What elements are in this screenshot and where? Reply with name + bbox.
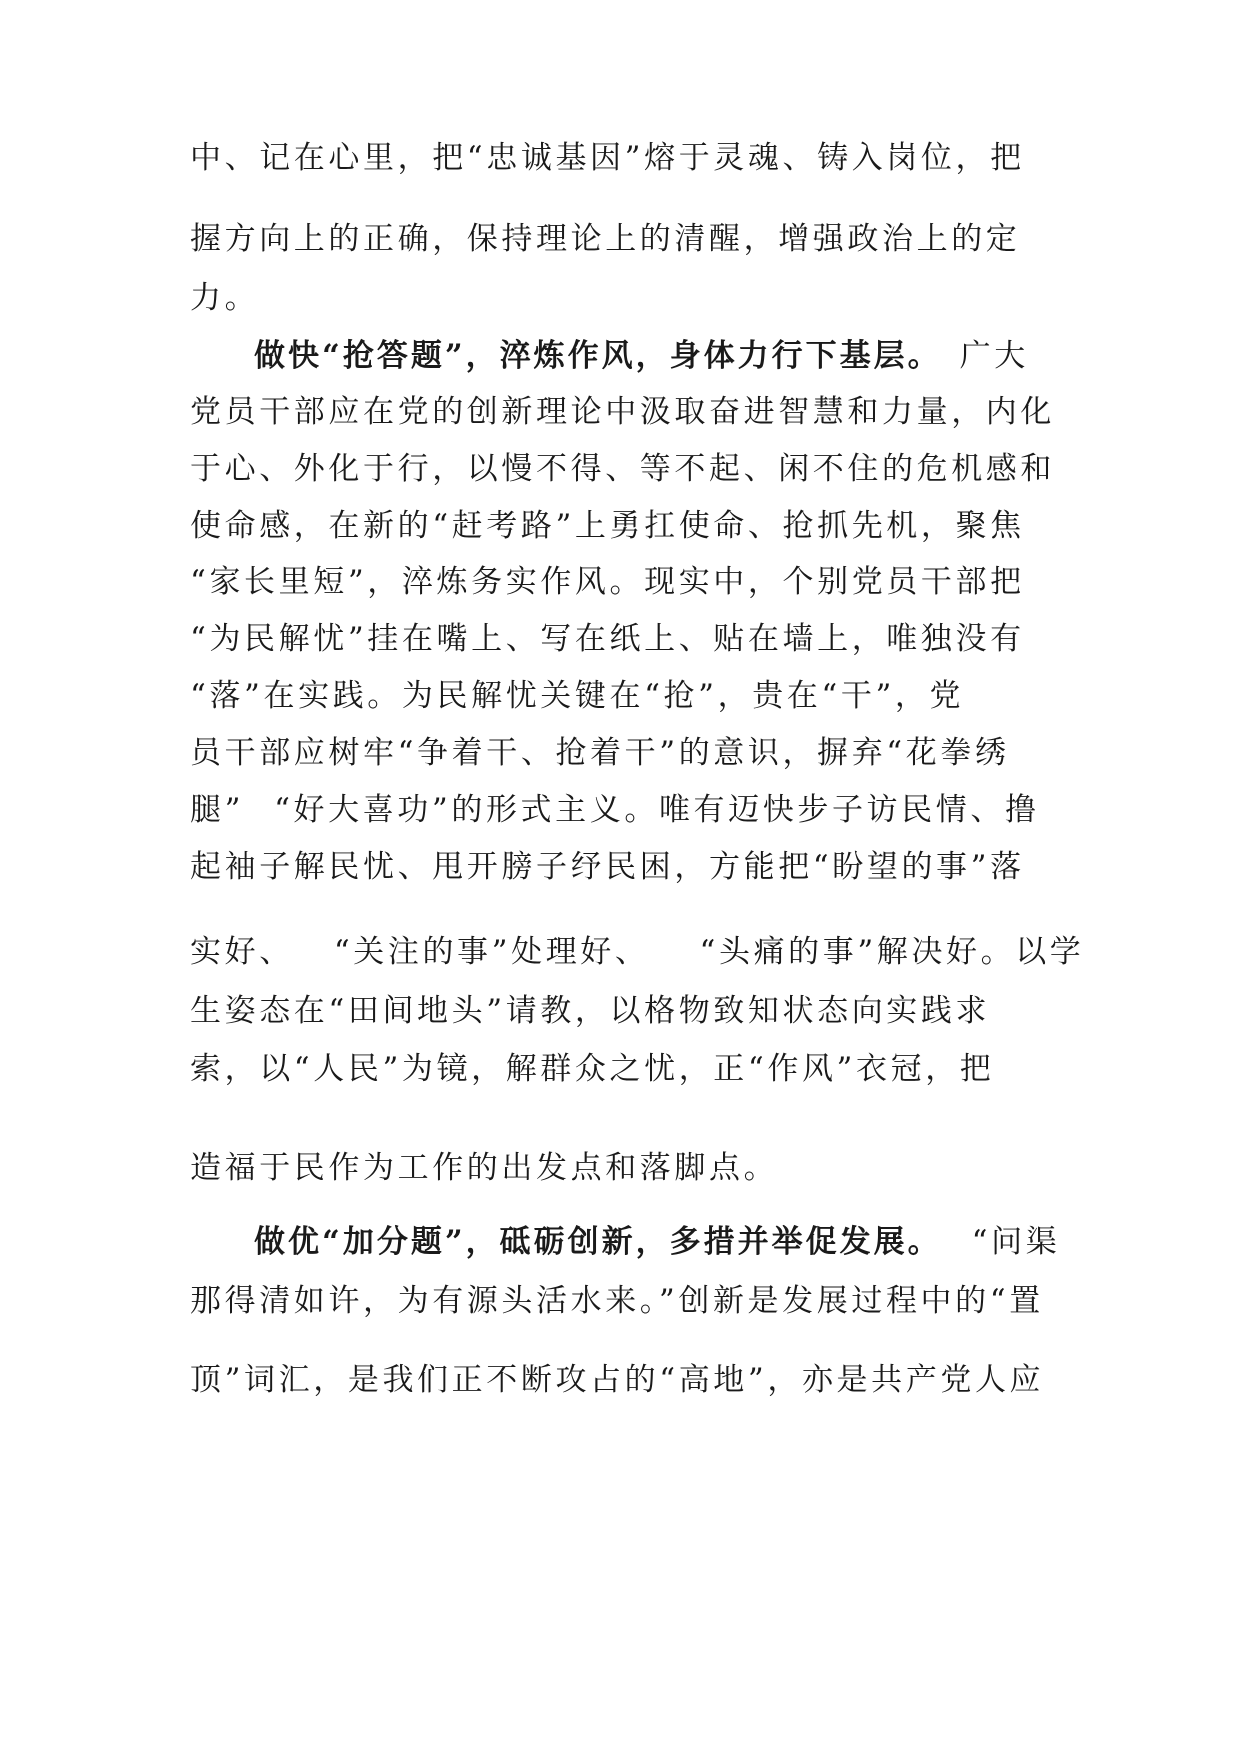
text-line: 中、记在心里，把“忠诚基因”熔于灵魂、铸入岗位，把 — [190, 140, 1025, 176]
text-line: 员干部应树牢“争着干、抢着干”的意识，摒弃“花拳绣 — [190, 735, 1010, 771]
text-line: 生姿态在“田间地头”请教，以格物致知状态向实践求 — [190, 993, 991, 1029]
text-line: 力。 — [190, 280, 260, 316]
paragraph-heading-line — [254, 336, 1029, 376]
paragraph-heading: 做优“加分题”，砥砺创新，多措并举促发展。 — [254, 1224, 942, 1260]
paragraph-heading-line — [254, 1222, 1060, 1262]
text-segment: 腿” — [190, 792, 245, 828]
paragraph-heading: 做快“抢答题”，淬炼作风，身体力行下基层。 — [254, 338, 942, 374]
text-line: 那得清如许，为有源头活水来。”创新是发展过程中的“置 — [190, 1283, 1044, 1319]
text-line: 握方向上的正确，保持理论上的清醒，增强政治上的定 — [190, 221, 1021, 257]
text-line: 索，以“人民”为镜，解群众之忧，正“作风”衣冠，把 — [190, 1051, 995, 1087]
text-line: 顶”词汇，是我们正不断攻占的“高地”，亦是共产党人应 — [190, 1362, 1045, 1398]
paragraph-lead-text: 广大 — [959, 338, 1029, 374]
text-line: 使命感，在新的“赶考路”上勇扛使命、抢抓先机，聚焦 — [190, 508, 1025, 544]
text-segment: “好大喜功”的形式主义。唯有迈快步子访民情、撸 — [274, 792, 1040, 828]
text-line: 党员干部应在党的创新理论中汲取奋进智慧和力量，内化 — [190, 394, 1055, 430]
text-segment: 实好、 — [190, 934, 294, 970]
text-line: 起袖子解民忧、甩开膀子纾民困，方能把“盼望的事”落 — [190, 849, 1025, 885]
text-line: “为民解忧”挂在嘴上、写在纸上、贴在墙上，唯独没有 — [190, 621, 1025, 657]
text-line: 于心、外化于行，以慢不得、等不起、闲不住的危机感和 — [190, 451, 1055, 487]
text-line: 造福于民作为工作的出发点和落脚点。 — [190, 1150, 779, 1186]
text-line: “落”在实践。为民解忧关键在“抢”，贵在“干”，党 — [190, 678, 965, 714]
paragraph-lead-text: “问渠 — [971, 1224, 1061, 1260]
text-line — [190, 932, 1084, 972]
text-line: “家长里短”，淬炼务实作风。现实中，个别党员干部把 — [190, 564, 1025, 600]
text-segment: “头痛的事”解决好。以学 — [699, 934, 1085, 970]
text-line — [190, 790, 1040, 830]
text-segment: “关注的事”处理好、 — [333, 934, 650, 970]
